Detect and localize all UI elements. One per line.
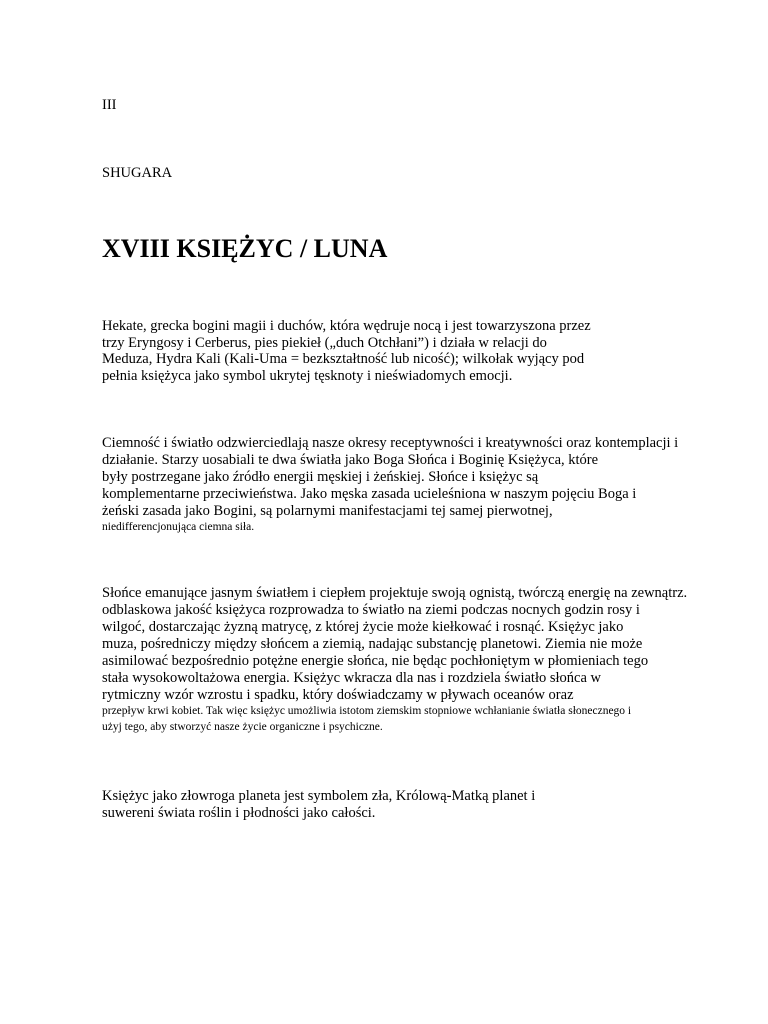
text-line: przepływ krwi kobiet. Tak więc księżyc umożliwia istotom ziemskim stopniowe wchłanianie światła słonecznego i: [102, 705, 632, 717]
text-line: działanie. Starzy uosabiali te dwa światła jako Boga Słońca i Boginię Księżyca, które: [102, 452, 599, 468]
text-line: suwereni świata roślin i płodności jako całości.: [102, 805, 376, 821]
text-line: komplementarne przeciwieństwa. Jako męska zasada ucieleśniona w naszym pojęciu Boga i: [102, 486, 637, 502]
text-line: Ciemność i światło odzwierciedlają nasze okresy receptywności i kreatywności oraz kontemplacji i: [102, 435, 679, 451]
text-line: stała wysokowoltażowa energia. Księżyc wkracza dla nas i rozdziela światło słońca w: [102, 670, 601, 686]
text-line: Hekate, grecka bogini magii i duchów, która wędruje nocą i jest towarzyszona przez: [102, 318, 591, 334]
text-line: muza, pośredniczy między słońcem a ziemią, nadając substancję planetowi. Ziemia nie może: [102, 636, 643, 652]
text-line: były postrzegane jako źródło energii męskiej i żeńskiej. Słońce i księżyc są: [102, 469, 539, 485]
text-line: trzy Eryngosy i Cerberus, pies piekieł („duch Otchłani”) i działa w relacji do: [102, 335, 547, 351]
text-line: wilgoć, dostarczając żyzną matrycę, z której życie może kiełkować i rosnąć. Księżyc jako: [102, 619, 624, 635]
text-line: Meduza, Hydra Kali (Kali-Uma = bezkształtność lub nicość); wilkołak wyjący pod: [102, 351, 585, 367]
text-line: pełnia księżyca jako symbol ukrytej tęsknoty i nieświadomych emocji.: [102, 368, 513, 384]
text-line: asimilować bezpośrednio potężne energie słońca, nie będąc pochłoniętym w płomieniach tego: [102, 653, 649, 669]
chapter-number: III: [102, 97, 117, 113]
text-line: użyj tego, aby stworzyć nasze życie organiczne i psychiczne.: [102, 721, 383, 733]
page-title: XVIII KSIĘŻYC / LUNA: [102, 234, 388, 263]
text-line: odblaskowa jakość księżyca rozprowadza to światło na ziemi podczas nocnych godzin rosy i: [102, 602, 640, 618]
text-line: niedifferencjonująca ciemna siła.: [102, 521, 255, 533]
text-line: rytmiczny wzór wzrostu i spadku, który doświadczamy w pływach oceanów oraz: [102, 687, 574, 703]
text-line: Księżyc jako złowroga planeta jest symbolem zła, Królową-Matką planet i: [102, 788, 536, 804]
text-line: Słońce emanujące jasnym światłem i ciepłem projektuje swoją ognistą, twórczą energię na zewnątrz.: [102, 585, 688, 601]
author-name: SHUGARA: [102, 165, 173, 181]
text-line: żeński zasada jako Bogini, są polarnymi manifestacjami tej samej pierwotnej,: [102, 503, 553, 519]
